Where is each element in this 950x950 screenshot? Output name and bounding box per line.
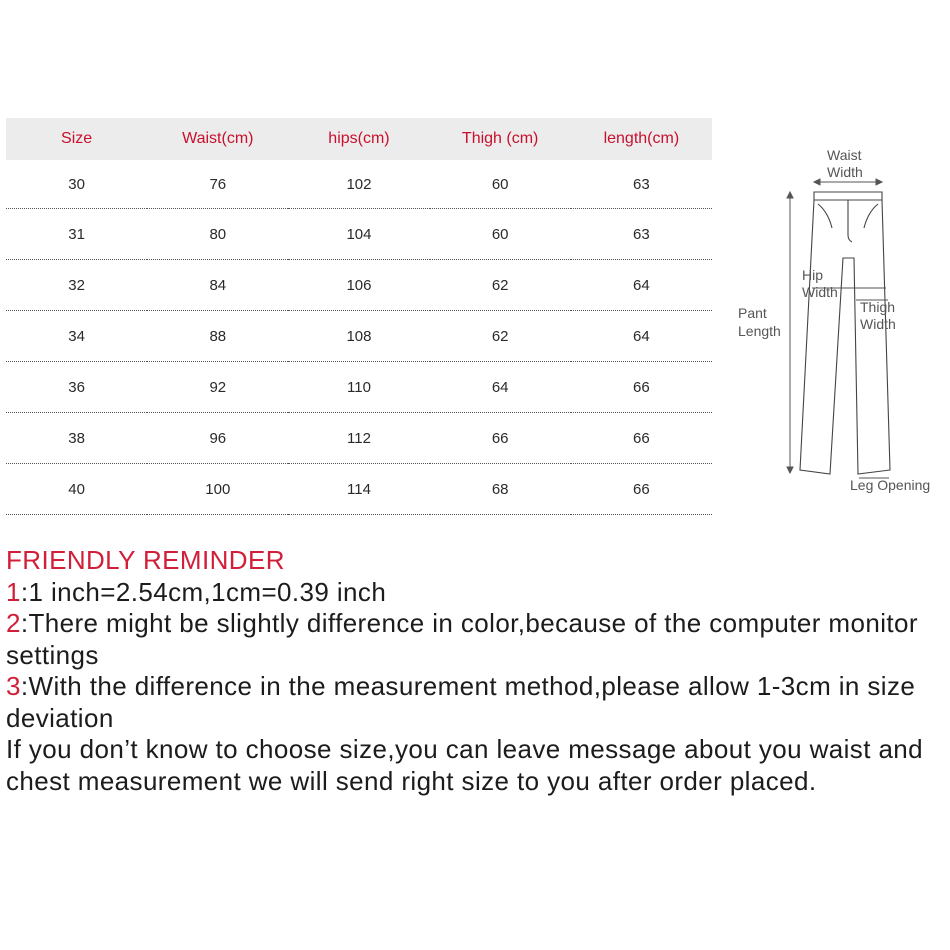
- header-length: length(cm): [571, 118, 712, 160]
- table-cell: 62: [430, 311, 571, 362]
- pocket-right: [864, 204, 878, 228]
- table-row: [6, 464, 712, 515]
- table-cell: 38: [6, 413, 147, 464]
- table-cell: 64: [430, 362, 571, 413]
- table-cell: 34: [6, 311, 147, 362]
- header-waist: Waist(cm): [147, 118, 288, 160]
- thigh-label: Thigh: [860, 299, 896, 315]
- table-cell: 112: [288, 413, 429, 464]
- pants-outline: [800, 200, 890, 474]
- header-size: Size: [6, 118, 147, 160]
- table-cell: 84: [147, 260, 288, 311]
- reminder-title: FRIENDLY REMINDER: [6, 545, 285, 575]
- table-cell: 110: [288, 362, 429, 413]
- reminder-text-3: :With the difference in the measurement method,please allow 1-3cm in size deviation: [6, 671, 916, 733]
- reminder-item-1: [6, 577, 946, 609]
- table-cell: 88: [147, 311, 288, 362]
- table-cell: 64: [571, 311, 712, 362]
- header-hips: hips(cm): [288, 118, 429, 160]
- table-cell: 66: [430, 413, 571, 464]
- table-cell: 104: [288, 209, 429, 260]
- table-row: [6, 362, 712, 413]
- table-cell: 30: [6, 160, 147, 209]
- table-cell: 92: [147, 362, 288, 413]
- table-cell: 60: [430, 160, 571, 209]
- reminder-number-2: 2: [6, 608, 21, 638]
- table-cell: 36: [6, 362, 147, 413]
- table-row: [6, 160, 712, 209]
- size-chart-table: [6, 118, 712, 515]
- table-cell: 66: [571, 362, 712, 413]
- leg-opening-label: Leg Opening: [850, 477, 931, 493]
- table-cell: 108: [288, 311, 429, 362]
- table-body: [6, 160, 712, 515]
- table-row: [6, 311, 712, 362]
- reminder-text-1: :1 inch=2.54cm,1cm=0.39 inch: [20, 576, 387, 607]
- table-cell: 66: [571, 413, 712, 464]
- thigh-label-2: Width: [860, 316, 896, 332]
- table-cell: 32: [6, 260, 147, 311]
- table-cell: 96: [147, 413, 288, 464]
- table-cell: 31: [6, 209, 147, 260]
- table-cell: 114: [288, 464, 429, 515]
- waist-label: Waist: [827, 147, 862, 163]
- table-row: [6, 209, 712, 260]
- table-row: [6, 260, 712, 311]
- table-row: [6, 413, 712, 464]
- reminder-note: If you don’t know to choose size,you can leave message about you waist and chest measurement we will send right size to you after order placed.: [6, 734, 924, 796]
- table-cell: 102: [288, 160, 429, 209]
- table-cell: 76: [147, 160, 288, 209]
- hip-label-2: Width: [802, 284, 838, 300]
- waistband-shape: [814, 192, 882, 200]
- table-cell: 68: [430, 464, 571, 515]
- table-cell: 80: [147, 209, 288, 260]
- table-cell: 63: [571, 160, 712, 209]
- table-cell: 100: [147, 464, 288, 515]
- pant-length-label: Pant: [738, 305, 767, 321]
- waist-label-2: Width: [827, 164, 863, 180]
- table-cell: 40: [6, 464, 147, 515]
- pocket-left: [818, 204, 832, 228]
- table-cell: 106: [288, 260, 429, 311]
- reminder-item-3: [6, 671, 946, 734]
- reminder-text-2: :There might be slightly difference in color,because of the computer monitor settings: [6, 608, 918, 670]
- reminder-item-2: [6, 608, 946, 671]
- reminder-number-3: 3: [6, 671, 21, 701]
- table-cell: 62: [430, 260, 571, 311]
- hip-label: Hip: [802, 267, 824, 283]
- pants-measurement-diagram: [730, 140, 945, 500]
- table-cell: 64: [571, 260, 712, 311]
- header-thigh: Thigh (cm): [430, 118, 571, 160]
- table-cell: 66: [571, 464, 712, 515]
- table-cell: 63: [571, 209, 712, 260]
- friendly-reminder: [6, 545, 946, 797]
- table-header-row: [6, 118, 712, 160]
- fly-line: [848, 200, 852, 242]
- reminder-number-1: 1: [6, 576, 21, 607]
- pant-length-label-2: Length: [738, 323, 781, 339]
- table-cell: 60: [430, 209, 571, 260]
